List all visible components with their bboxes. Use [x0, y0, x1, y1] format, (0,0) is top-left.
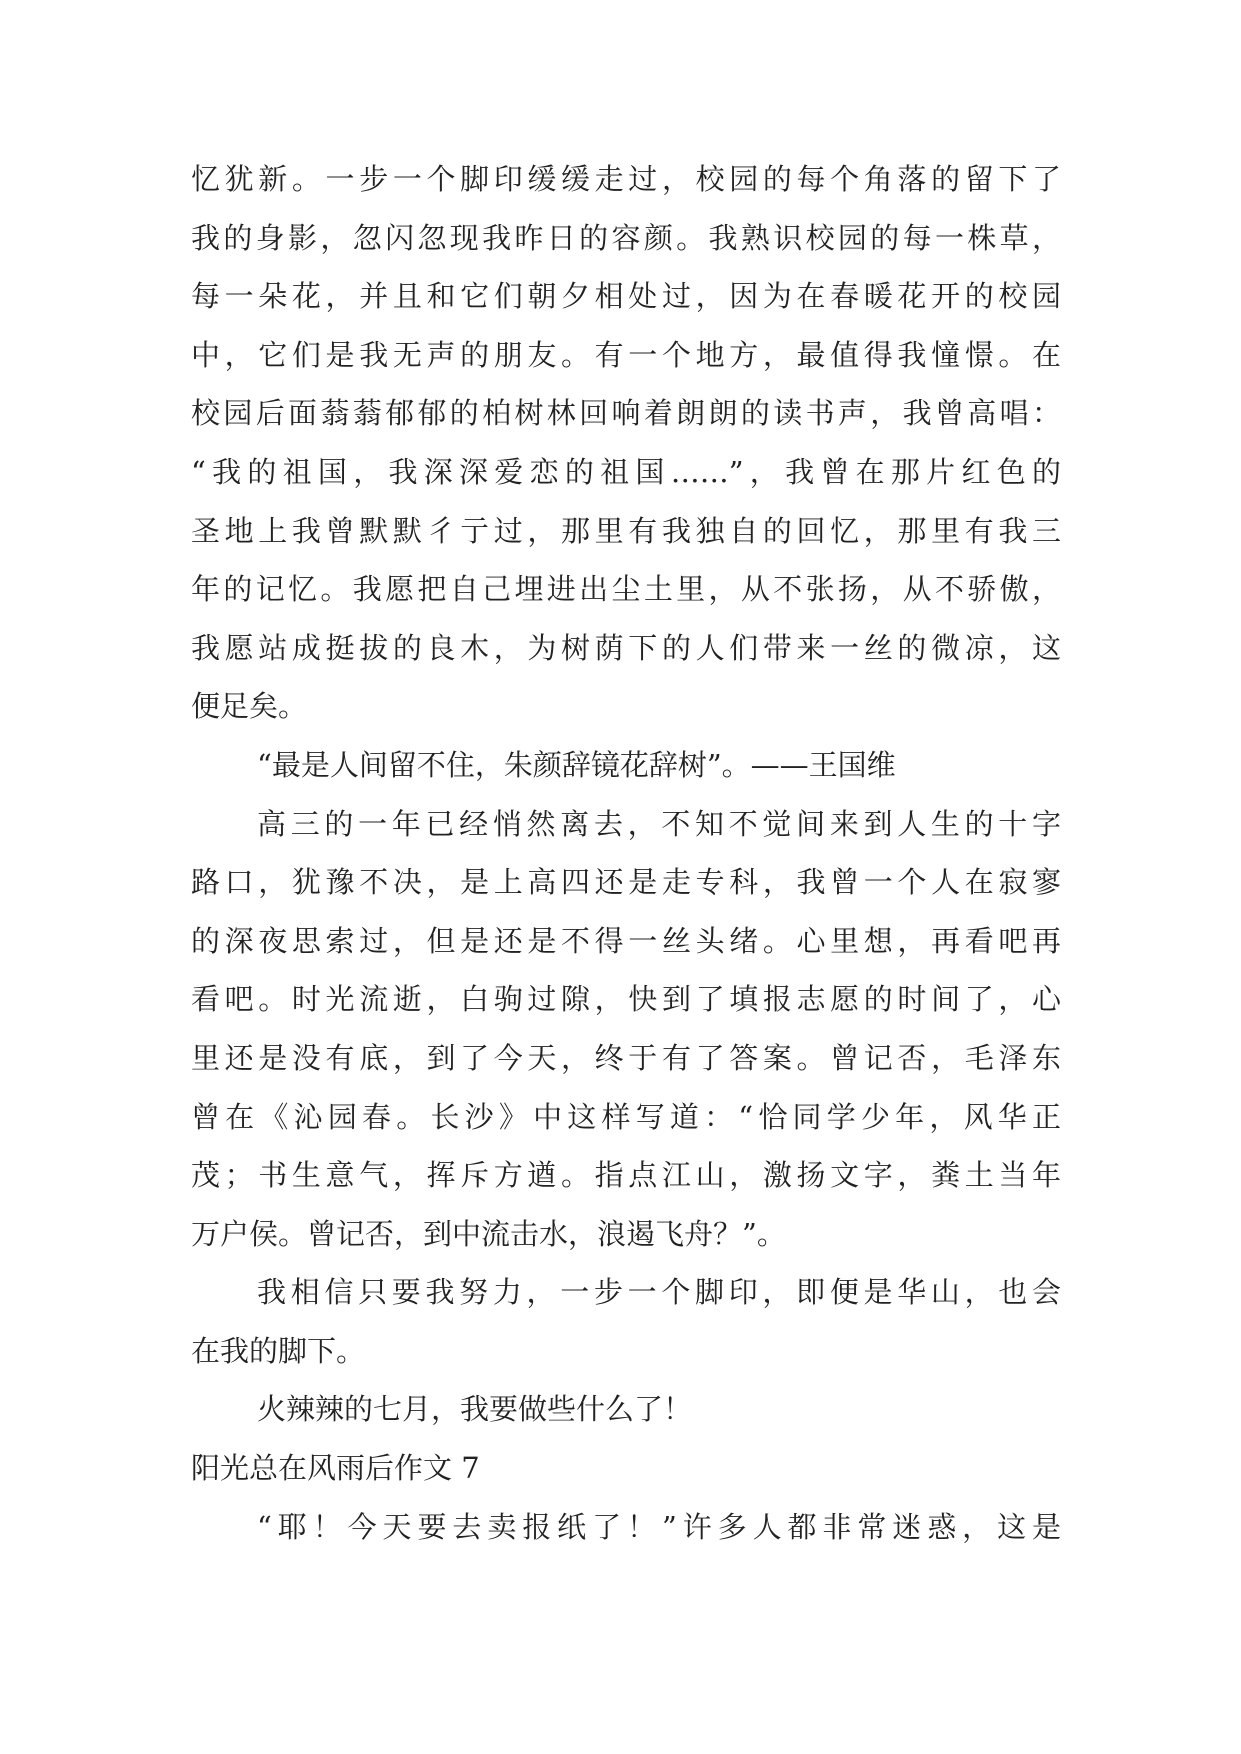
text-line: 我的身影，忽闪忽现我昨日的容颜。我熟识校园的每一株草， — [191, 220, 1061, 255]
text-line: 曾在《沁园春。长沙》中这样写道：“恰同学少年，风华正 — [191, 1099, 1061, 1134]
text-line: 便足矣。 — [191, 689, 308, 724]
text-line: 火辣辣的七月，我要做些什么了！ — [257, 1392, 693, 1427]
text-line: 校园后面蓊蓊郁郁的柏树林回响着朗朗的读书声，我曾高唱： — [191, 396, 1061, 431]
quote-line: “最是人间留不住，朱颜辞镜花辞树”。——王国维 — [257, 747, 896, 782]
text-line: “我的祖国，我深深爱恋的祖国……”，我曾在那片红色的 — [191, 454, 1061, 489]
text-line: 圣地上我曾默默彳亍过，那里有我独自的回忆，那里有我三 — [191, 513, 1061, 548]
text-line: 路口，犹豫不决，是上高四还是走专科，我曾一个人在寂寥 — [191, 865, 1061, 900]
text-line: 年的记忆。我愿把自己埋进出尘土里，从不张扬，从不骄傲， — [191, 572, 1061, 607]
text-line: 高三的一年已经悄然离去，不知不觉间来到人生的十字 — [257, 806, 1061, 841]
text-line: 我愿站成挺拔的良木，为树荫下的人们带来一丝的微凉，这 — [191, 630, 1061, 665]
text-line: 中，它们是我无声的朋友。有一个地方，最值得我憧憬。在 — [191, 337, 1061, 372]
text-line: 看吧。时光流逝，白驹过隙，快到了填报志愿的时间了，心 — [191, 982, 1061, 1017]
text-line: 里还是没有底，到了今天，终于有了答案。曾记否，毛泽东 — [191, 1040, 1061, 1075]
text-line: 忆犹新。一步一个脚印缓缓走过，校园的每个角落的留下了 — [191, 162, 1061, 196]
text-line: 茂；书生意气，挥斥方遒。指点江山，激扬文字，粪土当年 — [191, 1158, 1061, 1193]
text-line: “耶！今天要去卖报纸了！”许多人都非常迷惑，这是 — [257, 1509, 1061, 1544]
section-title: 阳光总在风雨后作文 7 — [191, 1451, 480, 1486]
text-line: 在我的脚下。 — [191, 1333, 366, 1368]
text-line: 每一朵花，并且和它们朝夕相处过，因为在春暖花开的校园 — [191, 279, 1061, 314]
document-body — [191, 150, 1061, 1556]
text-line: 万户侯。曾记否，到中流击水，浪遏飞舟？”。 — [191, 1216, 786, 1251]
text-line: 的深夜思索过，但是还是不得一丝头绪。心里想，再看吧再 — [191, 923, 1061, 958]
text-line: 我相信只要我努力，一步一个脚印，即便是华山，也会 — [257, 1275, 1061, 1310]
